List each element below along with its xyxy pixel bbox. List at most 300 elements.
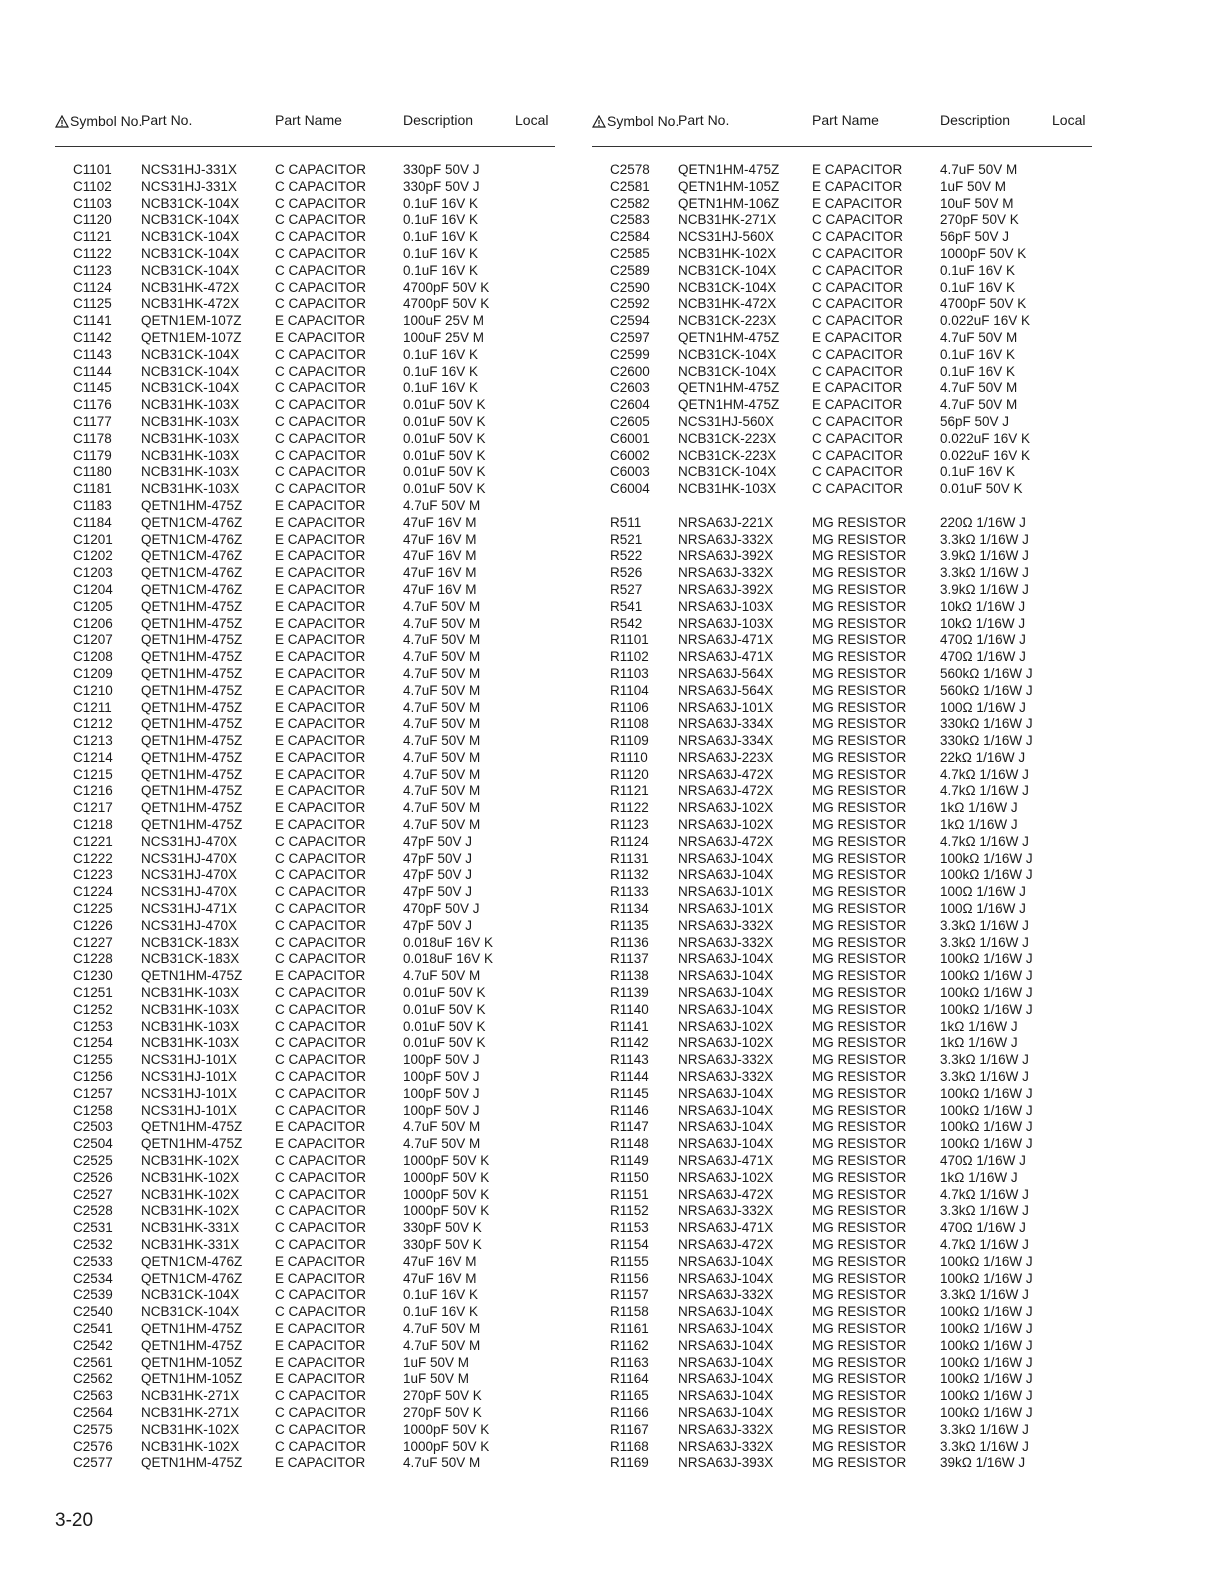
part-name-cell: C CAPACITOR <box>275 262 367 278</box>
description-cell: 4.7kΩ 1/16W J <box>940 833 1029 849</box>
table-row <box>55 834 555 851</box>
part-name-cell: C CAPACITOR <box>812 313 904 329</box>
symbol-no-cell: C1122 <box>73 245 112 261</box>
part-no-cell: NCB31HK-102X <box>141 1421 240 1437</box>
description-cell: 47uF 16V M <box>403 1253 477 1269</box>
description-cell: 1000pF 50V K <box>403 1203 490 1219</box>
description-cell: 0.022uF 16V K <box>940 430 1031 446</box>
part-name-cell: MG RESISTOR <box>812 1035 907 1051</box>
table-row <box>55 1422 555 1439</box>
symbol-no-cell: R1101 <box>610 632 649 648</box>
table-row <box>592 347 1092 364</box>
description-cell: 100pF 50V J <box>403 1052 480 1068</box>
part-name-cell: C CAPACITOR <box>275 1018 367 1034</box>
description-cell: 100kΩ 1/16W J <box>940 1337 1033 1353</box>
table-body <box>55 162 555 1472</box>
part-no-cell: QETN1EM-107Z <box>141 313 242 329</box>
description-cell: 0.1uF 16V K <box>940 262 1016 278</box>
symbol-no-cell: C1255 <box>73 1052 113 1068</box>
symbol-no-cell: R1146 <box>610 1102 649 1118</box>
description-cell: 1kΩ 1/16W J <box>940 800 1018 816</box>
part-name-cell: C CAPACITOR <box>275 1203 367 1219</box>
description-cell: 1kΩ 1/16W J <box>940 1018 1018 1034</box>
description-cell: 10kΩ 1/16W J <box>940 615 1026 631</box>
part-name-cell: E CAPACITOR <box>275 514 366 530</box>
symbol-no-cell: R1103 <box>610 665 649 681</box>
table-row <box>592 1220 1092 1237</box>
description-cell: 100kΩ 1/16W J <box>940 985 1033 1001</box>
table-row <box>55 582 555 599</box>
table-row <box>592 1153 1092 1170</box>
part-name-cell: MG RESISTOR <box>812 1337 907 1353</box>
table-row <box>592 867 1092 884</box>
description-cell: 100kΩ 1/16W J <box>940 1001 1033 1017</box>
description-cell: 0.018uF 16V K <box>403 934 494 950</box>
symbol-no-cell: C1141 <box>73 313 112 329</box>
description-cell: 0.01uF 50V K <box>403 985 486 1001</box>
table-row <box>55 767 555 784</box>
symbol-no-cell: R1169 <box>610 1455 649 1471</box>
part-name-cell: MG RESISTOR <box>812 632 907 648</box>
description-cell: 100kΩ 1/16W J <box>940 1371 1033 1387</box>
description-cell: 0.01uF 50V K <box>403 1018 486 1034</box>
table-row <box>592 414 1092 431</box>
part-no-cell: NCB31CK-183X <box>141 951 240 967</box>
table-row <box>55 750 555 767</box>
table-row <box>55 1287 555 1304</box>
part-no-cell: NCB31CK-104X <box>141 1304 240 1320</box>
description-cell: 330pF 50V K <box>403 1220 482 1236</box>
table-row <box>55 716 555 733</box>
table-row <box>55 918 555 935</box>
symbol-no-cell: C2503 <box>73 1119 113 1135</box>
table-row <box>55 666 555 683</box>
part-no-cell: NRSA63J-104X <box>678 1119 774 1135</box>
description-cell: 100pF 50V J <box>403 1069 480 1085</box>
description-cell: 3.3kΩ 1/16W J <box>940 1421 1029 1437</box>
symbol-no-cell: C2539 <box>73 1287 113 1303</box>
table-row <box>55 179 555 196</box>
symbol-no-cell: C2534 <box>73 1270 113 1286</box>
table-row <box>55 1136 555 1153</box>
symbol-no-cell: C1230 <box>73 968 113 984</box>
table-row <box>55 783 555 800</box>
description-cell: 470Ω 1/16W J <box>940 632 1026 648</box>
part-name-cell: E CAPACITOR <box>275 615 366 631</box>
description-cell: 1kΩ 1/16W J <box>940 817 1018 833</box>
part-no-cell: NRSA63J-101X <box>678 901 774 917</box>
part-no-cell: NRSA63J-223X <box>678 749 774 765</box>
table-row <box>592 1069 1092 1086</box>
symbol-no-cell: R521 <box>610 531 643 547</box>
symbol-no-cell: C2564 <box>73 1404 113 1420</box>
part-no-cell: NRSA63J-104X <box>678 1404 774 1420</box>
table-row <box>592 733 1092 750</box>
part-name-cell: MG RESISTOR <box>812 665 907 681</box>
part-name-cell: C CAPACITOR <box>275 380 367 396</box>
symbol-no-cell: C1184 <box>73 514 112 530</box>
description-cell: 470Ω 1/16W J <box>940 649 1026 665</box>
symbol-no-cell: R527 <box>610 581 643 597</box>
symbol-no-cell: C1218 <box>73 817 113 833</box>
part-no-cell: QETN1HM-475Z <box>141 699 243 715</box>
part-no-cell: NRSA63J-104X <box>678 1320 774 1336</box>
table-row <box>592 532 1092 549</box>
symbol-no-cell: R1110 <box>610 749 648 765</box>
table-row <box>55 951 555 968</box>
table-row <box>55 649 555 666</box>
part-name-cell: MG RESISTOR <box>812 901 907 917</box>
part-name-cell: C CAPACITOR <box>812 363 904 379</box>
part-name-cell: E CAPACITOR <box>275 699 366 715</box>
symbol-no-cell: C1177 <box>73 413 112 429</box>
part-name-cell: MG RESISTOR <box>812 884 907 900</box>
symbol-no-cell: R1134 <box>610 901 649 917</box>
description-cell: 4.7uF 50V M <box>403 682 481 698</box>
table-header <box>55 108 555 147</box>
table-row <box>55 1321 555 1338</box>
part-name-cell: E CAPACITOR <box>275 581 366 597</box>
table-row <box>592 834 1092 851</box>
part-name-cell: MG RESISTOR <box>812 1237 907 1252</box>
symbol-no-cell: C1254 <box>73 1035 113 1051</box>
symbol-no-cell: C1183 <box>73 497 112 513</box>
part-name-cell: MG RESISTOR <box>812 749 907 765</box>
part-name-cell: MG RESISTOR <box>812 716 907 732</box>
description-cell: 4.7uF 50V M <box>403 598 481 614</box>
part-no-cell: QETN1HM-475Z <box>141 749 243 765</box>
description-cell: 4.7uF 50V M <box>403 817 481 833</box>
part-no-cell: NCB31CK-104X <box>141 346 240 362</box>
part-name-cell: MG RESISTOR <box>812 1421 907 1437</box>
part-no-cell: NRSA63J-103X <box>678 598 774 614</box>
description-cell: 4.7uF 50V M <box>403 649 481 665</box>
part-name-cell: MG RESISTOR <box>812 1102 907 1118</box>
symbol-no-cell: C2577 <box>73 1455 113 1471</box>
table-row <box>592 397 1092 414</box>
description-cell: 0.01uF 50V K <box>403 430 486 446</box>
table-row <box>55 498 555 515</box>
part-no-cell: NRSA63J-104X <box>678 1001 774 1017</box>
description-cell: 100kΩ 1/16W J <box>940 1354 1033 1370</box>
description-cell: 330pF 50V J <box>403 178 480 194</box>
symbol-no-cell: R1131 <box>610 850 649 866</box>
part-name-cell: E CAPACITOR <box>275 800 366 816</box>
symbol-no-cell: C2590 <box>610 279 650 295</box>
description-cell: 0.1uF 16V K <box>940 346 1016 362</box>
part-name-cell: MG RESISTOR <box>812 917 907 933</box>
description-cell: 3.3kΩ 1/16W J <box>940 1069 1029 1085</box>
symbol-no-cell: C1252 <box>73 1001 113 1017</box>
description-cell: 47uF 16V M <box>403 581 477 597</box>
table-row <box>592 498 1092 515</box>
table-row <box>592 1035 1092 1052</box>
part-name-cell: MG RESISTOR <box>812 800 907 816</box>
description-cell: 0.1uF 16V K <box>403 229 479 245</box>
table-row <box>592 1103 1092 1120</box>
symbol-no-cell: R1102 <box>610 649 649 665</box>
table-row <box>55 464 555 481</box>
symbol-no-cell: C1214 <box>73 749 113 765</box>
symbol-no-cell: R522 <box>610 548 643 564</box>
table-row <box>592 951 1092 968</box>
symbol-no-cell: C2575 <box>73 1421 113 1437</box>
description-cell: 47uF 16V M <box>403 531 477 547</box>
symbol-no-cell: R1104 <box>610 682 649 698</box>
table-row <box>592 1405 1092 1422</box>
description-cell: 1000pF 50V K <box>403 1438 490 1454</box>
symbol-no-cell: C1258 <box>73 1102 113 1118</box>
description-cell: 1000pF 50V K <box>403 1421 490 1437</box>
part-name-cell: MG RESISTOR <box>812 1388 907 1404</box>
description-cell: 220Ω 1/16W J <box>940 514 1026 530</box>
part-no-cell: NRSA63J-221X <box>678 514 774 530</box>
symbol-no-cell: C1226 <box>73 917 113 933</box>
part-no-cell: NCS31HJ-471X <box>141 901 238 917</box>
part-name-cell: MG RESISTOR <box>812 514 907 530</box>
part-no-cell: QETN1EM-107Z <box>141 329 242 345</box>
table-row <box>55 1455 555 1472</box>
description-cell: 100kΩ 1/16W J <box>940 850 1033 866</box>
symbol-no-cell: C2541 <box>73 1320 113 1336</box>
table-row <box>55 1220 555 1237</box>
description-cell: 0.1uF 16V K <box>403 212 479 228</box>
part-name-cell: C CAPACITOR <box>275 363 367 379</box>
part-name-cell: MG RESISTOR <box>812 531 907 547</box>
symbol-no-cell: C6001 <box>610 430 650 446</box>
symbol-no-cell: R1153 <box>610 1220 649 1236</box>
part-no-cell: QETN1HM-475Z <box>678 380 780 396</box>
part-name-cell: C CAPACITOR <box>275 1237 367 1252</box>
description-cell: 47uF 16V M <box>403 548 477 564</box>
description-cell: 330pF 50V J <box>403 162 480 177</box>
description-cell: 4700pF 50V K <box>403 279 490 295</box>
symbol-no-cell: R1164 <box>610 1371 649 1387</box>
part-no-cell: QETN1CM-476Z <box>141 548 243 564</box>
table-row <box>55 229 555 246</box>
part-no-cell: QETN1HM-475Z <box>141 733 243 749</box>
part-no-cell: NRSA63J-104X <box>678 1337 774 1353</box>
symbol-no-cell: C2589 <box>610 262 650 278</box>
part-no-cell: NRSA63J-332X <box>678 1069 774 1085</box>
part-no-cell: QETN1HM-475Z <box>678 397 780 413</box>
part-no-cell: NCB31CK-104X <box>678 346 777 362</box>
symbol-no-cell: C2578 <box>610 162 650 177</box>
symbol-no-cell: R526 <box>610 565 643 581</box>
description-cell: 0.1uF 16V K <box>940 464 1016 480</box>
part-no-cell: QETN1CM-476Z <box>141 1270 243 1286</box>
table-row <box>592 229 1092 246</box>
local-header: Local <box>1052 112 1086 128</box>
part-name-cell: MG RESISTOR <box>812 565 907 581</box>
table-row <box>55 1355 555 1372</box>
part-name-cell: E CAPACITOR <box>275 632 366 648</box>
table-row <box>592 817 1092 834</box>
symbol-no-cell: R1149 <box>610 1153 649 1169</box>
part-no-cell: QETN1HM-475Z <box>141 1136 243 1152</box>
part-name-cell: C CAPACITOR <box>275 1102 367 1118</box>
symbol-no-cell: R1121 <box>610 783 649 799</box>
table-row <box>55 1203 555 1220</box>
description-cell: 1kΩ 1/16W J <box>940 1169 1018 1185</box>
description-cell: 560kΩ 1/16W J <box>940 665 1033 681</box>
symbol-no-cell: C1257 <box>73 1085 113 1101</box>
part-name-cell: E CAPACITOR <box>275 665 366 681</box>
part-name-cell: C CAPACITOR <box>275 1220 367 1236</box>
symbol-no-cell: C1179 <box>73 447 112 463</box>
table-row <box>55 1254 555 1271</box>
part-no-cell: QETN1CM-476Z <box>141 1253 243 1269</box>
part-name-cell: C CAPACITOR <box>275 1085 367 1101</box>
symbol-no-cell: C2576 <box>73 1438 113 1454</box>
symbol-no-cell: C2581 <box>610 178 650 194</box>
symbol-no-cell: C1215 <box>73 766 113 782</box>
symbol-no-cell: C1205 <box>73 598 113 614</box>
symbol-no-cell: C1176 <box>73 397 112 413</box>
symbol-no-cell: C1178 <box>73 430 112 446</box>
description-cell: 4.7uF 50V M <box>403 800 481 816</box>
description-cell: 1uF 50V M <box>403 1354 470 1370</box>
table-row <box>592 851 1092 868</box>
table-row <box>55 683 555 700</box>
table-row <box>55 1237 555 1254</box>
description-cell: 100kΩ 1/16W J <box>940 1102 1033 1118</box>
part-no-cell: NCB31HK-331X <box>141 1237 240 1252</box>
description-cell: 3.9kΩ 1/16W J <box>940 581 1029 597</box>
description-cell: 100kΩ 1/16W J <box>940 1304 1033 1320</box>
symbol-no-cell: C1144 <box>73 363 112 379</box>
part-name-cell: C CAPACITOR <box>275 245 367 261</box>
part-name-cell: MG RESISTOR <box>812 766 907 782</box>
symbol-no-cell: R1147 <box>610 1119 649 1135</box>
description-cell: 47pF 50V J <box>403 833 473 849</box>
symbol-no-cell: C2532 <box>73 1237 113 1252</box>
part-name-cell: E CAPACITOR <box>275 313 366 329</box>
table-row <box>55 1153 555 1170</box>
description-cell: 100kΩ 1/16W J <box>940 1253 1033 1269</box>
symbol-no-cell: R1106 <box>610 699 649 715</box>
part-name-cell: C CAPACITOR <box>275 430 367 446</box>
part-name-cell: MG RESISTOR <box>812 699 907 715</box>
symbol-no-cell: C1142 <box>73 329 112 345</box>
part-no-cell: NCB31HK-103X <box>678 481 777 497</box>
symbol-no-cell: R1157 <box>610 1287 649 1303</box>
part-no-cell: NCS31HJ-470X <box>141 917 238 933</box>
part-name-cell: MG RESISTOR <box>812 581 907 597</box>
table-row <box>55 196 555 213</box>
description-cell: 3.3kΩ 1/16W J <box>940 934 1029 950</box>
table-row <box>592 616 1092 633</box>
part-no-cell: NRSA63J-332X <box>678 917 774 933</box>
part-name-cell: MG RESISTOR <box>812 1270 907 1286</box>
part-no-cell: NCS31HJ-101X <box>141 1069 238 1085</box>
description-cell: 1000pF 50V K <box>403 1186 490 1202</box>
part-name-cell: C CAPACITOR <box>275 985 367 1001</box>
symbol-no-cell: C1216 <box>73 783 113 799</box>
part-no-cell: QETN1CM-476Z <box>141 514 243 530</box>
table-row <box>592 196 1092 213</box>
part-name-cell: E CAPACITOR <box>275 1320 366 1336</box>
symbol-no-cell: R1108 <box>610 716 649 732</box>
table-row <box>55 968 555 985</box>
description-cell: 0.022uF 16V K <box>940 447 1031 463</box>
part-no-cell: NCB31CK-104X <box>678 363 777 379</box>
part-no-cell: NCB31HK-102X <box>678 245 777 261</box>
description-cell: 47uF 16V M <box>403 1270 477 1286</box>
table-row <box>592 1439 1092 1456</box>
part-name-cell: E CAPACITOR <box>275 1337 366 1353</box>
part-no-cell: NRSA63J-104X <box>678 1102 774 1118</box>
description-cell: 3.3kΩ 1/16W J <box>940 1052 1029 1068</box>
part-name-cell: C CAPACITOR <box>812 481 904 497</box>
part-name-cell: E CAPACITOR <box>812 162 903 177</box>
description-cell: 4.7uF 50V M <box>403 1136 481 1152</box>
table-row <box>592 296 1092 313</box>
part-name-cell: C CAPACITOR <box>812 279 904 295</box>
part-no-cell: NCB31HK-331X <box>141 1220 240 1236</box>
part-no-cell: NRSA63J-334X <box>678 716 774 732</box>
part-no-cell: NCB31CK-104X <box>678 262 777 278</box>
part-name-cell: MG RESISTOR <box>812 1320 907 1336</box>
table-row <box>592 1052 1092 1069</box>
part-name-cell: C CAPACITOR <box>275 917 367 933</box>
symbol-no-cell: R541 <box>610 598 643 614</box>
part-name-cell: MG RESISTOR <box>812 682 907 698</box>
table-row <box>592 666 1092 683</box>
part-no-cell: NRSA63J-392X <box>678 548 774 564</box>
warning-triangle-icon <box>592 115 606 128</box>
symbol-no-cell: R1165 <box>610 1388 649 1404</box>
symbol-no-label: Symbol No. <box>70 113 143 129</box>
table-row <box>592 632 1092 649</box>
part-name-cell: E CAPACITOR <box>275 548 366 564</box>
part-no-cell: NCB31CK-104X <box>678 464 777 480</box>
part-no-cell: NCS31HJ-101X <box>141 1085 238 1101</box>
table-row <box>55 700 555 717</box>
part-name-cell: C CAPACITOR <box>275 178 367 194</box>
description-cell: 4700pF 50V K <box>403 296 490 312</box>
part-no-cell: NRSA63J-104X <box>678 1270 774 1286</box>
symbol-no-cell: C1120 <box>73 212 112 228</box>
description-cell: 47pF 50V J <box>403 884 473 900</box>
description-cell: 0.018uF 16V K <box>403 951 494 967</box>
table-row <box>55 867 555 884</box>
part-name-cell: C CAPACITOR <box>275 1388 367 1404</box>
table-row <box>55 1439 555 1456</box>
part-no-cell: NRSA63J-472X <box>678 1237 774 1252</box>
description-cell: 0.1uF 16V K <box>403 1304 479 1320</box>
part-name-cell: MG RESISTOR <box>812 1085 907 1101</box>
table-row <box>592 179 1092 196</box>
description-cell: 0.022uF 16V K <box>940 313 1031 329</box>
local-header: Local <box>515 112 549 128</box>
description-cell: 3.3kΩ 1/16W J <box>940 531 1029 547</box>
part-name-cell: C CAPACITOR <box>275 1186 367 1202</box>
part-no-cell: NRSA63J-332X <box>678 531 774 547</box>
part-name-cell: C CAPACITOR <box>275 1404 367 1420</box>
symbol-no-cell: C2533 <box>73 1253 113 1269</box>
part-no-cell: NCB31CK-104X <box>141 212 240 228</box>
symbol-no-cell: C2583 <box>610 212 650 228</box>
description-cell: 56pF 50V J <box>940 229 1010 245</box>
table-row <box>592 1254 1092 1271</box>
description-cell: 4.7uF 50V M <box>403 783 481 799</box>
symbol-no-cell: C1211 <box>73 699 112 715</box>
part-name-cell: C CAPACITOR <box>275 229 367 245</box>
description-cell: 100kΩ 1/16W J <box>940 951 1033 967</box>
part-no-cell: NCB31HK-472X <box>678 296 777 312</box>
table-body <box>592 162 1092 1472</box>
